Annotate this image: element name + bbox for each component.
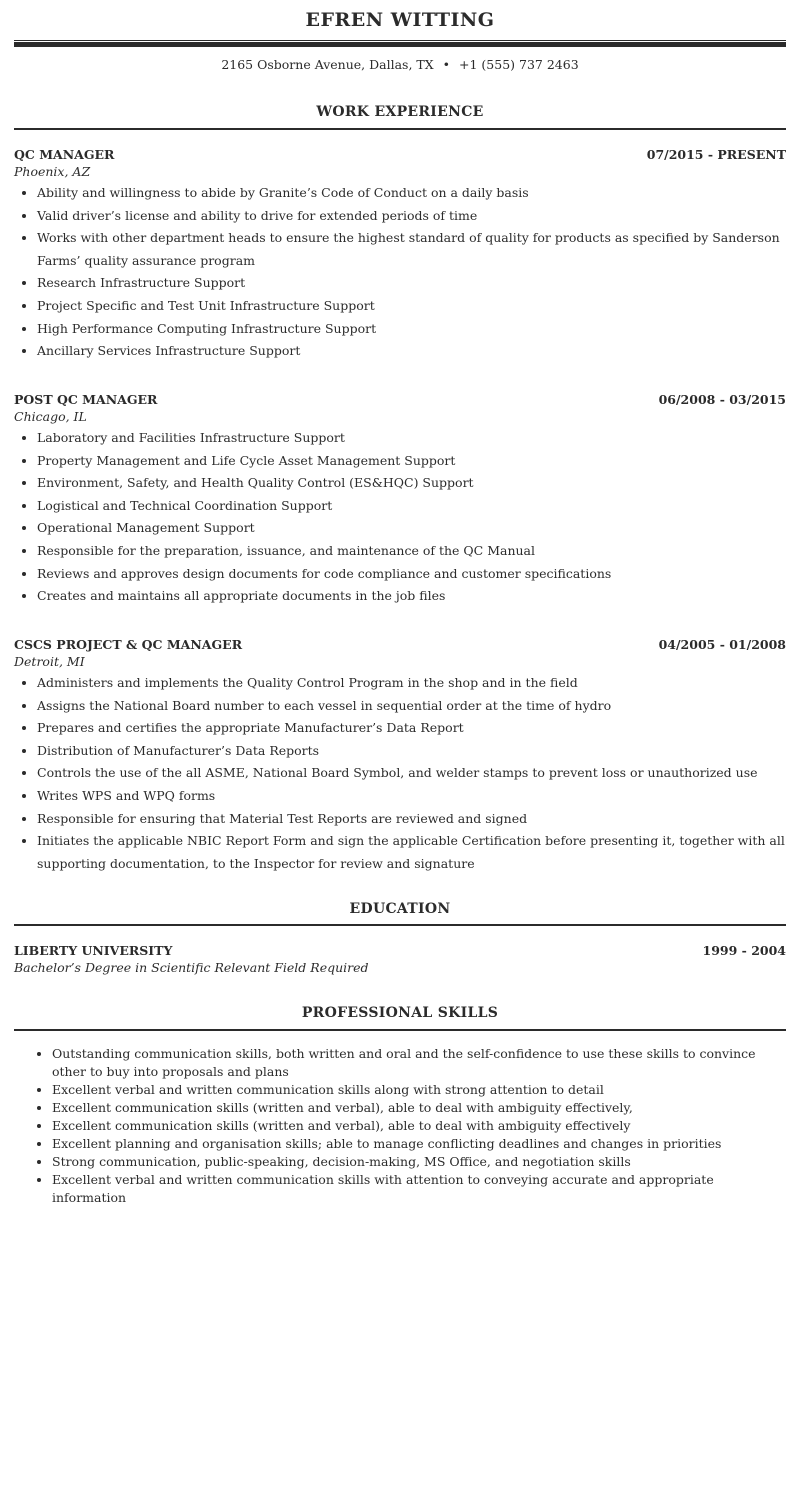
bullet-item: • Laboratory and Facilities Infrastructure Support	[37, 427, 786, 450]
header-rule-thin	[14, 40, 786, 41]
education-rule	[14, 924, 786, 926]
skill-item: • Excellent verbal and written communication skills along with strong attention to detail	[52, 1081, 786, 1099]
bullet-item: • Property Management and Life Cycle Asset Management Support	[37, 450, 786, 473]
bullet-item: • Writes WPS and WPQ forms	[37, 785, 786, 808]
job-header	[14, 391, 786, 408]
bullet-item: • Assigns the National Board number to each vessel in sequential order at the time of hydro	[37, 695, 786, 718]
job-header	[14, 146, 786, 163]
job-title: QC MANAGER	[14, 147, 115, 162]
bullet-item: • Valid driver’s license and ability to drive for extended periods of time	[37, 205, 786, 228]
job-bullets	[14, 182, 786, 363]
education-header	[14, 942, 786, 959]
bullet-item: • Environment, Safety, and Health Quality Control (ES&HQC) Support	[37, 472, 786, 495]
skills-list	[14, 1045, 786, 1207]
bullet-item: • Project Specific and Test Unit Infrastructure Support	[37, 295, 786, 318]
work-experience-heading: WORK EXPERIENCE	[316, 104, 484, 120]
bullet-item: • High Performance Computing Infrastructure Support	[37, 318, 786, 341]
professional-skills-rule	[14, 1029, 786, 1031]
work-experience-rule	[14, 128, 786, 130]
job-bullets	[14, 672, 786, 875]
education-dates: 1999 - 2004	[702, 943, 786, 958]
bullet-item: • Initiates the applicable NBIC Report Form and sign the applicable Certification before presenting it, together with all supporting documentation, to the Inspector for review and signature	[37, 830, 786, 875]
bullet-item: • Works with other department heads to ensure the highest standard of quality for products as specified by Sanderson Farms’ quality assurance program	[37, 227, 786, 272]
job-bullets	[14, 427, 786, 608]
candidate-name: EFREN WITTING	[305, 9, 495, 31]
job-header	[14, 636, 786, 653]
job-dates: 04/2005 - 01/2008	[658, 637, 786, 652]
contact-separator: •	[442, 57, 451, 72]
header-rule-thick	[14, 42, 786, 47]
bullet-item: • Operational Management Support	[37, 517, 786, 540]
bullet-item: • Responsible for the preparation, issuance, and maintenance of the QC Manual	[37, 540, 786, 563]
job-entry	[14, 146, 786, 363]
bullet-item: • Research Infrastructure Support	[37, 272, 786, 295]
bullet-item: • Responsible for ensuring that Material Test Reports are reviewed and signed	[37, 808, 786, 831]
contact-line	[0, 57, 800, 72]
skill-item: • Strong communication, public-speaking, decision-making, MS Office, and negotiation skills	[52, 1153, 786, 1171]
bullet-item: • Creates and maintains all appropriate documents in the job files	[37, 585, 786, 608]
bullet-item: • Prepares and certifies the appropriate Manufacturer’s Data Report	[37, 717, 786, 740]
skills-list-container	[14, 1045, 786, 1207]
bullet-item: • Reviews and approves design documents for code compliance and customer specifications	[37, 563, 786, 586]
job-dates: 06/2008 - 03/2015	[658, 392, 786, 407]
job-location: Phoenix, AZ	[14, 164, 91, 179]
school-name: LIBERTY UNIVERSITY	[14, 943, 173, 958]
skill-item: • Excellent communication skills (written and verbal), able to deal with ambiguity effectively	[52, 1117, 786, 1135]
professional-skills-heading: PROFESSIONAL SKILLS	[301, 1005, 499, 1021]
job-entry	[14, 636, 786, 875]
bullet-item: • Controls the use of the all ASME, National Board Symbol, and welder stamps to prevent loss or unauthorized use	[37, 762, 786, 785]
job-entry	[14, 391, 786, 608]
skill-item: • Excellent communication skills (written and verbal), able to deal with ambiguity effectively,	[52, 1099, 786, 1117]
job-location: Detroit, MI	[14, 654, 85, 669]
degree: Bachelor’s Degree in Scientific Relevant Field Required	[14, 960, 369, 975]
bullet-item: • Ability and willingness to abide by Granite’s Code of Conduct on a daily basis	[37, 182, 786, 205]
skill-item: • Outstanding communication skills, both written and oral and the self-confidence to use these skills to convince other to buy into proposals and plans	[52, 1045, 786, 1081]
job-title: POST QC MANAGER	[14, 392, 158, 407]
education-heading: EDUCATION	[349, 901, 451, 917]
bullet-item: • Administers and implements the Quality Control Program in the shop and in the field	[37, 672, 786, 695]
education-entry	[14, 942, 786, 977]
bullet-item: • Ancillary Services Infrastructure Support	[37, 340, 786, 363]
job-dates: 07/2015 - PRESENT	[646, 147, 786, 162]
job-title: CSCS PROJECT & QC MANAGER	[14, 637, 243, 652]
bullet-item: • Logistical and Technical Coordination Support	[37, 495, 786, 518]
skill-item: • Excellent planning and organisation skills; able to manage conflicting deadlines and changes in priorities	[52, 1135, 786, 1153]
contact-phone: +1 (555) 737 2463	[459, 57, 579, 72]
skill-item: • Excellent verbal and written communication skills with attention to conveying accurate and appropriate information	[52, 1171, 786, 1207]
contact-address: 2165 Osborne Avenue, Dallas, TX	[221, 57, 434, 72]
job-location: Chicago, IL	[14, 409, 87, 424]
bullet-item: • Distribution of Manufacturer’s Data Reports	[37, 740, 786, 763]
